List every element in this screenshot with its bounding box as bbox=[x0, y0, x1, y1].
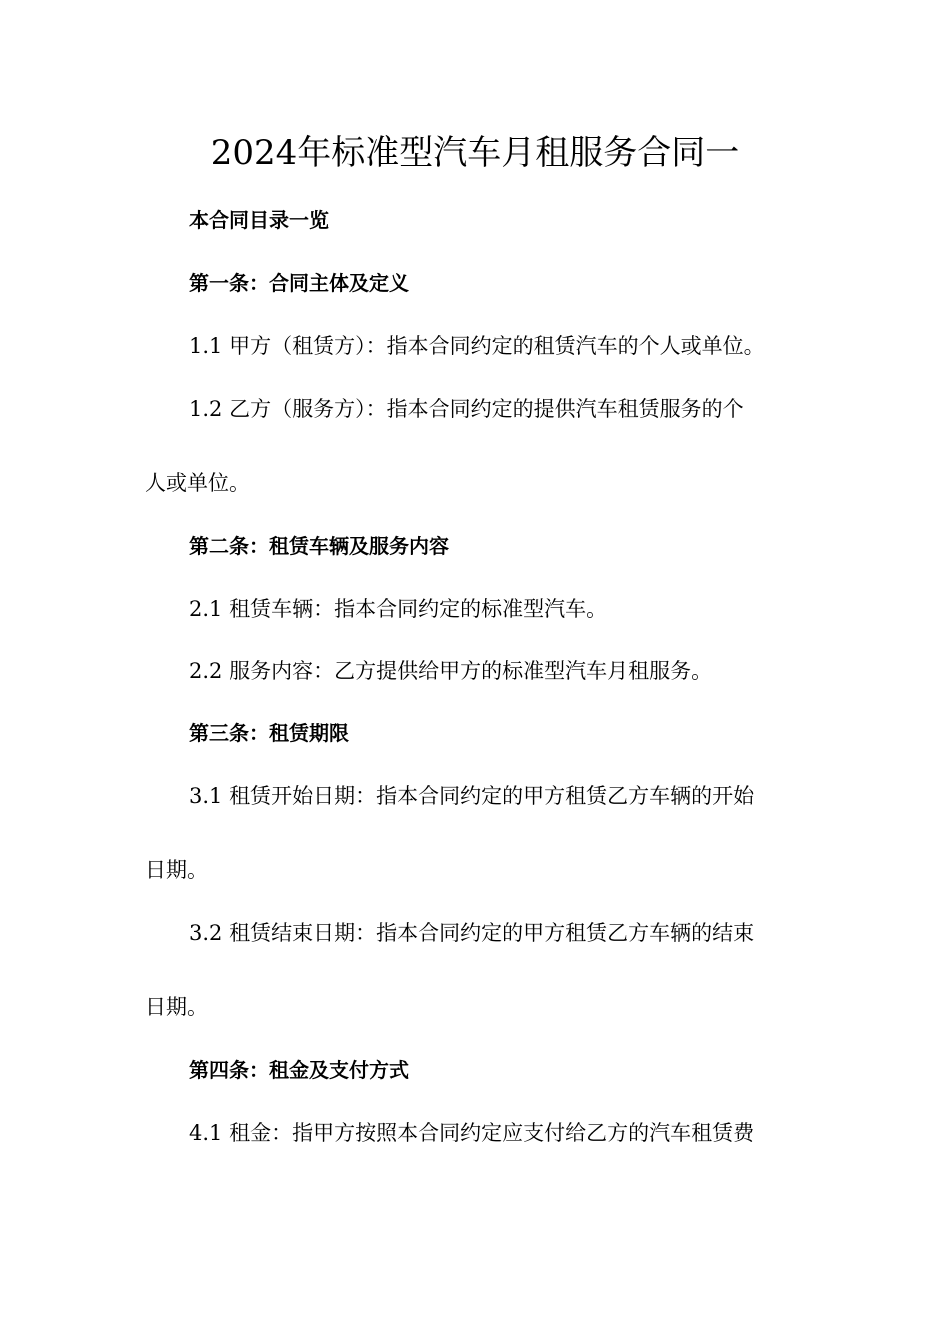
section-2-heading: 第二条：租赁车辆及服务内容 bbox=[189, 534, 449, 558]
clause-2-2: 2.2 服务内容：乙方提供给甲方的标准型汽车月租服务。 bbox=[189, 659, 713, 683]
clause-3-2-line-2: 日期。 bbox=[145, 995, 208, 1019]
section-3-heading: 第三条：租赁期限 bbox=[189, 721, 349, 745]
toc-heading: 本合同目录一览 bbox=[189, 208, 329, 232]
section-1-heading: 第一条：合同主体及定义 bbox=[189, 271, 409, 295]
clause-3-2-line-1: 3.2 租赁结束日期：指本合同约定的甲方租赁乙方车辆的结束 bbox=[189, 921, 755, 945]
clause-3-1-line-2: 日期。 bbox=[145, 858, 208, 882]
clause-4-1-line-1: 4.1 租金：指甲方按照本合同约定应支付给乙方的汽车租赁费 bbox=[189, 1121, 755, 1145]
clause-1-2-line-1: 1.2 乙方（服务方）：指本合同约定的提供汽车租赁服务的个 bbox=[189, 397, 744, 421]
clause-3-1-line-1: 3.1 租赁开始日期：指本合同约定的甲方租赁乙方车辆的开始 bbox=[189, 784, 755, 808]
clause-1-1: 1.1 甲方（租赁方）：指本合同约定的租赁汽车的个人或单位。 bbox=[189, 334, 765, 358]
clause-2-1: 2.1 租赁车辆：指本合同约定的标准型汽车。 bbox=[189, 597, 608, 621]
section-4-heading: 第四条：租金及支付方式 bbox=[189, 1058, 409, 1082]
document-title: 2024年标准型汽车月租服务合同一 bbox=[210, 133, 740, 173]
clause-1-2-line-2: 人或单位。 bbox=[145, 471, 250, 495]
